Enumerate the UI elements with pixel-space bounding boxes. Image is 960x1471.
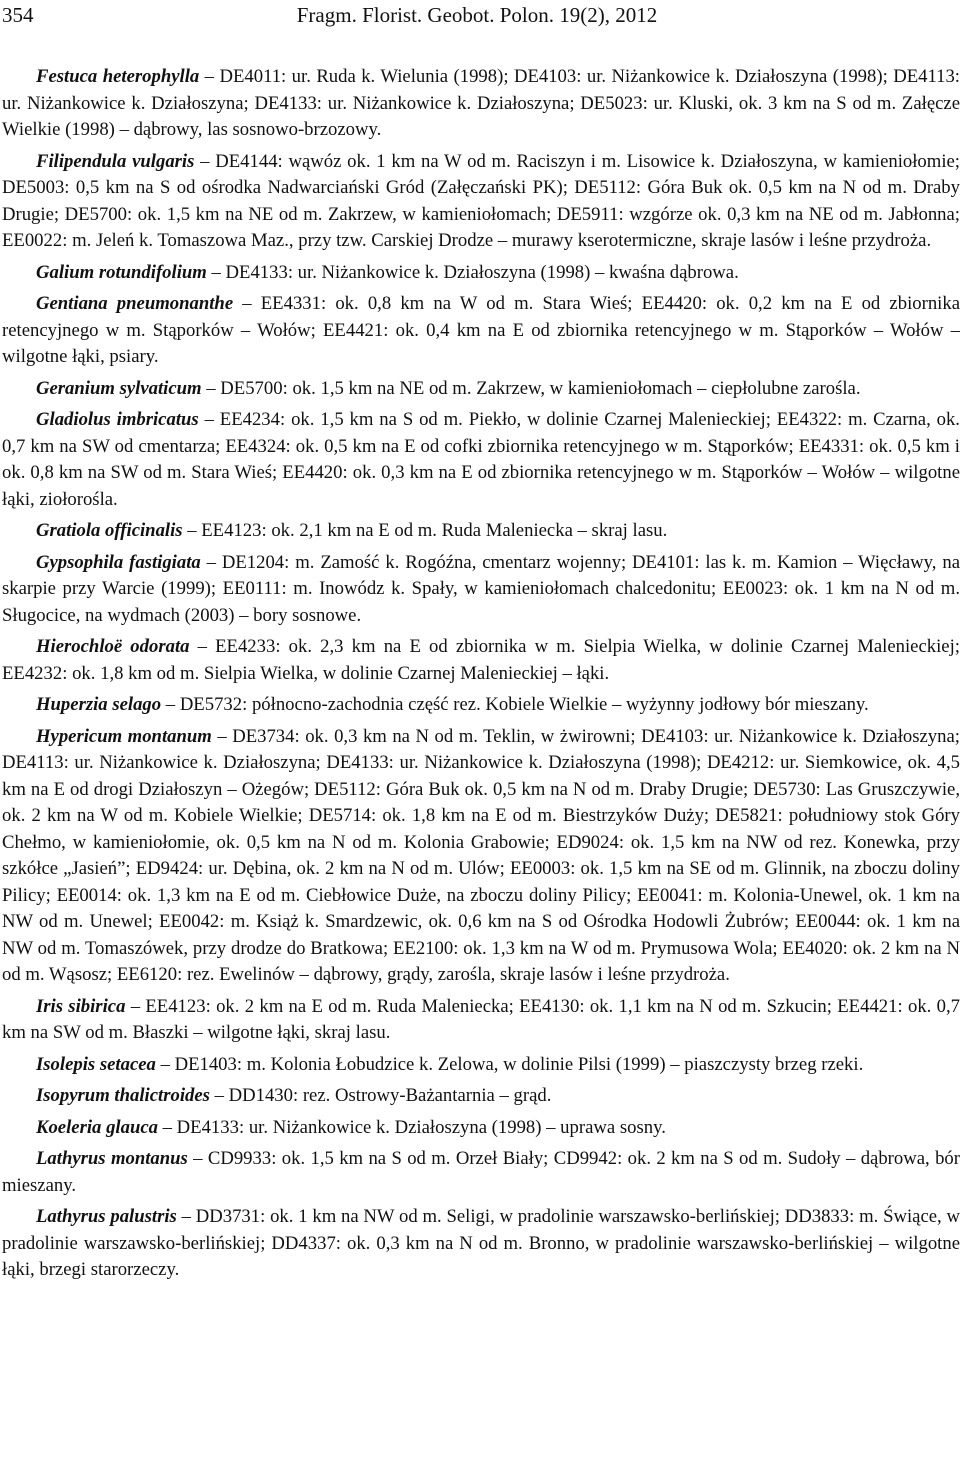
species-localities: – DD3731: ok. 1 km na NW od m. Seligi, w pradolinie warszawsko-berlińskiej; DD3833: m. Świące, w pradolinie warszawsko-berlińskiej; DD4337: ok. 0,3 km na N od m. Bronno, w pradolinie warszawsko-berlińskiej – wilgotne łąki, brzegi starorzeczy. <box>2 1206 960 1280</box>
species-entry <box>2 692 960 719</box>
species-entry <box>2 724 960 989</box>
species-name: Iris sibirica <box>36 995 126 1017</box>
species-name: Koeleria glauca <box>36 1116 158 1138</box>
species-localities: – DD1430: rez. Ostrowy-Bażantarnia – grąd. <box>209 1085 552 1106</box>
species-entry <box>2 1204 960 1284</box>
species-list <box>2 64 960 1289</box>
species-localities: – EE4123: ok. 2 km na E od m. Ruda Maleniecka; EE4130: ok. 1,1 km na N od m. Szkucin; EE4421: ok. 0,7 km na SW od m. Błaszki – wilgotne łąki, skraj lasu. <box>2 995 960 1043</box>
species-entry <box>2 376 960 403</box>
species-entry <box>2 64 960 144</box>
species-localities: – DE4133: ur. Niżankowice k. Działoszyna (1998) – kwaśna dąbrowa. <box>206 261 739 283</box>
page-number: 354 <box>2 3 34 27</box>
species-name: Isolepis setacea <box>36 1053 156 1075</box>
species-entry <box>2 260 960 287</box>
species-name: Gypsophila fastigiata <box>36 551 201 573</box>
species-entry <box>2 407 960 513</box>
species-localities: – EE4331: ok. 0,8 km na W od m. Stara Wieś; EE4420: ok. 0,2 km na E od zbiornika retencyjnego w m. Stąporków – Wołów; EE4421: ok. 0,4 km na E od zbiornika retencyjnego w m. Stąporków – Wołów – wilgotne łąki, psiary. <box>2 293 960 367</box>
species-name: Gladiolus imbricatus <box>36 409 199 430</box>
species-localities: – DE4133: ur. Niżankowice k. Działoszyna (1998) – uprawa sosny. <box>157 1116 666 1138</box>
species-entry <box>2 550 960 630</box>
species-name: Lathyrus palustris <box>36 1206 177 1227</box>
species-name: Gratiola officinalis <box>36 520 183 541</box>
species-entry <box>2 1052 960 1079</box>
species-name: Hypericum montanum <box>36 725 212 747</box>
species-localities: – DE1403: m. Kolonia Łobudzice k. Zelowa, w dolinie Pilsi (1999) – piaszczysty brzeg rzeki. <box>155 1053 864 1075</box>
species-localities: – CD9933: ok. 1,5 km na S od m. Orzeł Biały; CD9942: ok. 2 km na S od m. Sudoły – dąbrowa, bór mieszany. <box>2 1148 960 1196</box>
species-localities: – DE5700: ok. 1,5 km na NE od m. Zakrzew, w kamieniołomach – ciepłolubne zarośla. <box>201 377 861 399</box>
species-localities: – DE4011: ur. Ruda k. Wielunia (1998); DE4103: ur. Niżankowice k. Działoszyna (1998); DE4113: ur. Niżankowice k. Działoszyna; DE4133: ur. Niżankowice k. Działoszyna; DE5023: ur. Kluski, ok. 3 km na S od m. Załęcze Wielkie (1998) – dąbrowy, las sosnowo-brzozowy. <box>2 66 960 140</box>
species-localities: – EE4234: ok. 1,5 km na S od m. Piekło, w dolinie Czarnej Malenieckiej; EE4322: m. Czarna, ok. 0,7 km na SW od cmentarza; EE4324: ok. 0,5 km na E od cofki zbiornika retencyjnego w m. Stąporków; EE4331: ok. 0,5 km i ok. 0,8 km na SW od m. Stara Wieś; EE4420: ok. 0,3 km na E od zbiornika retencyjnego w m. Stąporków – Wołów – wilgotne łąki, ziołorośla. <box>2 409 960 510</box>
page-header <box>2 0 952 30</box>
species-entry <box>2 518 960 545</box>
species-name: Festuca heterophylla <box>36 66 200 87</box>
species-name: Gentiana pneumonanthe <box>36 293 234 314</box>
species-entry <box>2 994 960 1047</box>
running-title: Fragm. Florist. Geobot. Polon. 19(2), 2012 <box>296 3 658 27</box>
species-localities: – EE4233: ok. 2,3 km na E od zbiornika w m. Sielpia Wielka, w dolinie Czarnej Malenieckiej; EE4232: ok. 1,8 km od m. Sielpia Wielka, w dolinie Czarnej Malenieckiej – łąki. <box>2 636 960 684</box>
species-localities: – EE4123: ok. 2,1 km na E od m. Ruda Maleniecka – skraj lasu. <box>182 520 668 541</box>
species-name: Galium rotundifolium <box>36 261 207 283</box>
species-name: Hierochloë odorata <box>36 636 190 657</box>
species-localities: – DE3734: ok. 0,3 km na N od m. Teklin, w żwirowni; DE4103: ur. Niżankowice k. Działoszyna; DE4113: ur. Niżankowice k. Działoszyna; DE4133: ur. Niżankowice k. Działoszyna (1998); DE4212: ur. Siemkowice, ok. 4,5 km na E od drogi Działoszyn – Ożegów; DE5112: Góra Buk ok. 0,5 km na N od m. Draby Drugie; DE5730: Las Gruszczywie, ok. 2 km na W od m. Kobiele Wielkie; DE5714: ok. 1,8 km na E od m. Biestrzyków Duży; DE5821: południowy stok Góry Chełmo, w kamieniołomie, ok. 0,5 km na N od m. Kolonia Grabowie; ED9024: ok. 1,5 km na NW od rez. Konewka, przy szkółce „Jasień”; ED9424: ur. Dębina, ok. 2 km na N od m. Ulów; EE0003: ok. 1,5 km na SE od m. Glinnik, na zboczu doliny Pilicy; EE0014: ok. 1,3 km na E od m. Ciebłowice Duże, na zboczu doliny Pilicy; EE0041: m. Kolonia-Unewel, ok. 1 km na NW od m. Unewel; EE0042: m. Książ k. Smardzewic, ok. 0,6 km na S od Ośrodka Hodowli Żubrów; EE0044: ok. 1 km na NW od m. Tomaszówek, przy drodze do Bratkowa; EE2100: ok. 1,3 km na W od m. Prymusowa Wola; EE4020: ok. 2 km na N od m. Wąsosz; EE6120: rez. Ewelinów – dąbrowy, grądy, zarośla, skraje lasów i leśne przydroża. <box>2 725 960 985</box>
species-entry <box>2 291 960 371</box>
species-localities: – DE4144: wąwóz ok. 1 km na W od m. Raciszyn i m. Lisowice k. Działoszyna, w kamieniołomie; DE5003: 0,5 km na S od ośrodka Nadwarciański Gród (Załęczański PK); DE5112: Góra Buk ok. 0,5 km na N od m. Draby Drugie; DE5700: ok. 1,5 km na NE od m. Zakrzew, w kamieniołomach; DE5911: wzgórze ok. 0,3 km na NE od m. Jabłonna; EE0022: m. Jeleń k. Tomaszowa Maz., przy tzw. Carskiej Drodze – murawy kserotermiczne, skraje lasów i leśne przydroża. <box>2 150 960 251</box>
species-localities: – DE1204: m. Zamość k. Rogóźna, cmentarz wojenny; DE4101: las k. m. Kamion – Więcławy, na skarpie przy Warcie (1999); EE0111: m. Inowódz k. Spały, w kamieniołomach chalcedonitu; EE0023: ok. 1 km na N od m. Sługocice, na wydmach (2003) – bory sosnowe. <box>2 551 960 626</box>
species-localities: – DE5732: północno-zachodnia część rez. Kobiele Wielkie – wyżynny jodłowy bór mieszany. <box>161 694 869 715</box>
species-name: Isopyrum thalictroides <box>36 1085 210 1106</box>
species-entry <box>2 149 960 255</box>
species-entry <box>2 1146 960 1199</box>
species-entry <box>2 634 960 687</box>
species-entry <box>2 1083 960 1110</box>
species-name: Geranium sylvaticum <box>36 377 202 399</box>
species-name: Lathyrus montanus <box>36 1148 188 1169</box>
species-entry <box>2 1115 960 1142</box>
species-name: Huperzia selago <box>36 694 162 715</box>
species-name: Filipendula vulgaris <box>36 150 195 172</box>
